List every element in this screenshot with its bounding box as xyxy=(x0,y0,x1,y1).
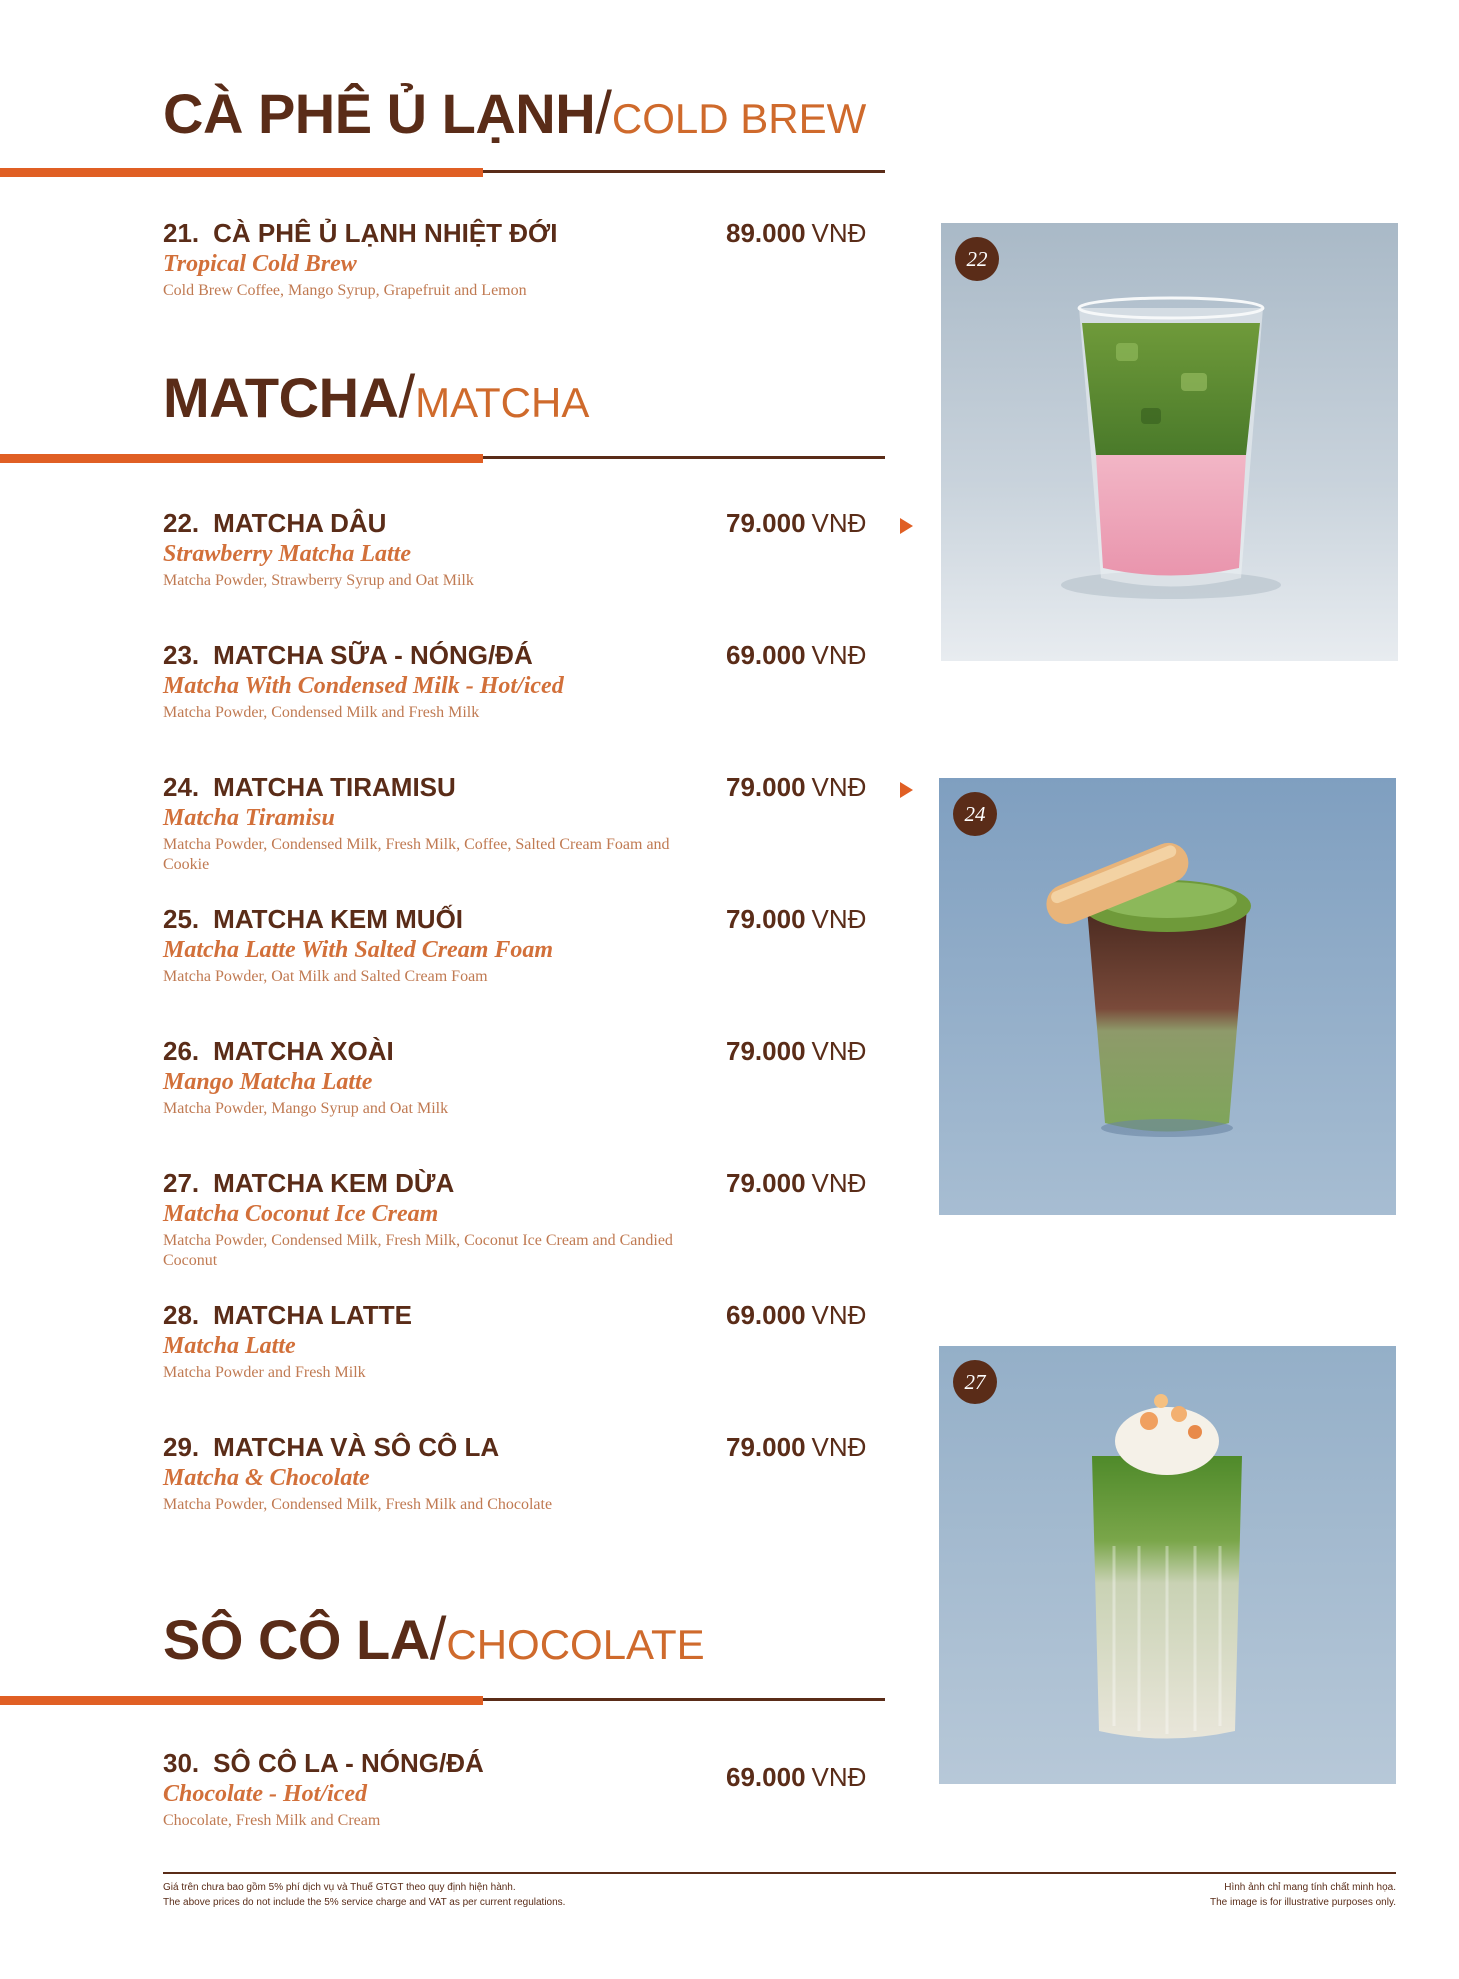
menu-item xyxy=(163,1300,723,1383)
menu-item xyxy=(163,640,723,723)
item-name-vi: MATCHA TIRAMISU xyxy=(213,772,456,802)
item-description: Matcha Powder, Condensed Milk and Fresh Milk xyxy=(163,704,480,721)
item-description: Chocolate, Fresh Milk and Cream xyxy=(163,1812,381,1829)
item-name-en: Chocolate - Hot/iced xyxy=(163,1781,367,1807)
item-number: 30. xyxy=(163,1748,200,1778)
section-title-matcha: MATCHA/MATCHA xyxy=(163,363,590,430)
item-name-en: Matcha Coconut Ice Cream xyxy=(163,1201,439,1227)
item-description: Matcha Powder and Fresh Milk xyxy=(163,1364,366,1381)
item-name-en: Matcha Latte With Salted Cream Foam xyxy=(163,937,554,963)
footer-note-right: Hình ảnh chỉ mang tính chất minh họa. The image is for illustrative purposes only. xyxy=(1209,1882,1396,1908)
item-price: 79.000 VNĐ xyxy=(726,1432,867,1462)
matcha-coconut-drink-image xyxy=(939,1346,1396,1784)
item-description: Matcha Powder, Mango Syrup and Oat Milk xyxy=(163,1100,449,1117)
item-description: Matcha Powder, Strawberry Syrup and Oat Milk xyxy=(163,572,474,589)
strawberry-matcha-drink-image xyxy=(941,223,1398,661)
item-price: 79.000 VNĐ xyxy=(726,772,867,802)
menu-item xyxy=(163,1036,723,1119)
item-description: Matcha Powder, Condensed Milk, Fresh Milk, Coffee, Salted Cream Foam and Cookie xyxy=(163,836,670,873)
menu-item xyxy=(163,904,723,987)
item-price: 69.000 VNĐ xyxy=(726,1762,867,1792)
item-name-en: Tropical Cold Brew xyxy=(163,251,357,277)
item-description: Matcha Powder, Condensed Milk, Fresh Milk, Coconut Ice Cream and Candied Coconut xyxy=(163,1232,673,1269)
menu-item xyxy=(163,218,723,301)
item-number: 23. xyxy=(163,640,200,670)
item-name-en: Matcha With Condensed Milk - Hot/iced xyxy=(163,673,564,699)
item-name-en: Strawberry Matcha Latte xyxy=(163,541,412,567)
section-divider-accent xyxy=(0,454,483,463)
photo-badge: 27 xyxy=(953,1360,997,1404)
strawberry-matcha-illustration xyxy=(941,223,1398,661)
item-number: 22. xyxy=(163,508,200,538)
item-price: 79.000 VNĐ xyxy=(726,508,867,538)
item-name-vi: SÔ CÔ LA - NÓNG/ĐÁ xyxy=(213,1748,484,1778)
footer-note-left: Giá trên chưa bao gồm 5% phí dịch vụ và Thuế GTGT theo quy định hiện hành. The above prices do not include the 5% service charge and VAT as per current regulations. xyxy=(163,1882,566,1908)
item-name-vi: MATCHA SỮA - NÓNG/ĐÁ xyxy=(213,640,533,670)
item-price: 89.000 VNĐ xyxy=(726,218,867,248)
item-price: 79.000 VNĐ xyxy=(726,1168,867,1198)
item-number: 21. xyxy=(163,218,200,248)
item-name-vi: MATCHA XOÀI xyxy=(213,1036,394,1066)
item-price: 79.000 VNĐ xyxy=(726,1036,867,1066)
matcha-tiramisu-drink-image xyxy=(939,778,1396,1215)
section-title-cold-brew: CÀ PHÊ Ủ LẠNH/COLD BREW xyxy=(163,79,867,146)
photo-pointer-arrow-icon xyxy=(900,782,913,798)
item-price: 79.000 VNĐ xyxy=(726,904,867,934)
menu-item xyxy=(163,772,703,875)
section-title-chocolate: SÔ CÔ LA/CHOCOLATE xyxy=(163,1605,705,1672)
item-name-vi: MATCHA KEM DỪA xyxy=(213,1168,455,1198)
item-number: 27. xyxy=(163,1168,200,1198)
menu-item xyxy=(163,1168,693,1271)
matcha-coconut-illustration xyxy=(939,1346,1396,1784)
footer-divider xyxy=(163,1872,1396,1874)
item-number: 28. xyxy=(163,1300,200,1330)
item-price: 69.000 VNĐ xyxy=(726,1300,867,1330)
item-name-en: Mango Matcha Latte xyxy=(163,1069,373,1095)
item-name-vi: MATCHA VÀ SÔ CÔ LA xyxy=(213,1432,500,1462)
item-description: Matcha Powder, Oat Milk and Salted Cream Foam xyxy=(163,968,488,985)
item-name-vi: MATCHA LATTE xyxy=(213,1300,412,1330)
item-name-en: Matcha Tiramisu xyxy=(163,805,335,831)
photo-pointer-arrow-icon xyxy=(900,518,913,534)
menu-item xyxy=(163,1748,723,1831)
item-name-vi: MATCHA KEM MUỐI xyxy=(213,904,464,934)
photo-badge: 22 xyxy=(955,237,999,281)
section-divider-accent xyxy=(0,168,483,177)
item-name-vi: MATCHA DÂU xyxy=(213,508,387,538)
menu-item xyxy=(163,508,723,591)
item-name-vi: CÀ PHÊ Ủ LẠNH NHIỆT ĐỚI xyxy=(213,218,558,248)
item-description: Cold Brew Coffee, Mango Syrup, Grapefruit and Lemon xyxy=(163,282,527,299)
item-number: 29. xyxy=(163,1432,200,1462)
item-name-en: Matcha & Chocolate xyxy=(163,1465,370,1491)
item-price: 69.000 VNĐ xyxy=(726,640,867,670)
item-number: 26. xyxy=(163,1036,200,1066)
item-name-en: Matcha Latte xyxy=(163,1333,296,1359)
matcha-tiramisu-illustration xyxy=(939,778,1396,1215)
item-number: 24. xyxy=(163,772,200,802)
menu-item xyxy=(163,1432,723,1515)
item-description: Matcha Powder, Condensed Milk, Fresh Milk and Chocolate xyxy=(163,1496,553,1513)
photo-badge: 24 xyxy=(953,792,997,836)
section-divider-accent xyxy=(0,1696,483,1705)
item-number: 25. xyxy=(163,904,200,934)
